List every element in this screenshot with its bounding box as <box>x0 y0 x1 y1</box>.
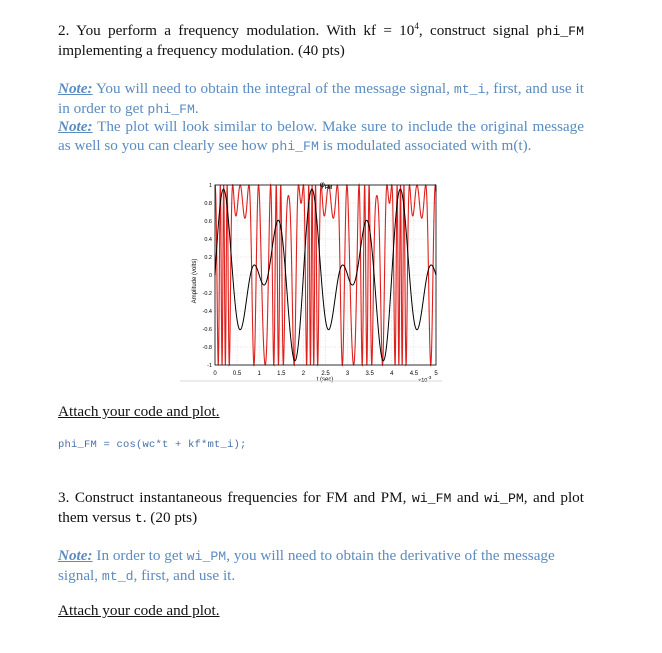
question-2-number: 2. <box>58 22 70 39</box>
attach-instruction-2: Attach your code and plot. <box>58 602 220 619</box>
x-tick-label: 1 <box>257 371 261 377</box>
x-tick-label: 0 <box>213 371 217 377</box>
y-tick-label: -0.6 <box>202 327 212 333</box>
x-tick-label: 3.5 <box>365 371 374 377</box>
x-tick-label: 5 <box>434 371 438 377</box>
note-2-text-a: The plot will look similar to below. Make sure to include the original message as well so you can clearly see how <box>58 118 584 154</box>
note-3-label: Note: <box>58 547 93 564</box>
x-tick-label: 4 <box>390 371 394 377</box>
note-2 <box>58 117 584 156</box>
question-3-text-d: . (20 pts) <box>142 509 198 526</box>
question-2 <box>58 21 584 60</box>
code-phi-fm: phi_FM <box>536 24 584 39</box>
code-wi-pm: wi_PM <box>186 549 227 564</box>
y-tick-label: 1 <box>208 183 212 189</box>
y-tick-label: 0.4 <box>204 237 212 243</box>
note-3-text-a: In order to get <box>96 547 187 564</box>
y-tick-label: -0.2 <box>202 291 212 297</box>
question-3 <box>58 488 584 528</box>
note-3 <box>58 546 584 586</box>
question-3-text-c: , and plot them versus <box>58 489 584 526</box>
y-tick-label: -1 <box>207 363 212 369</box>
x-tick-label: 1.5 <box>277 371 286 377</box>
y-axis-label: Amplitude (volts) <box>192 258 198 304</box>
x-axis-label: t (sec) <box>316 377 334 383</box>
note-2-text-b: is modulated associated with m(t). <box>318 137 532 154</box>
x-tick-label: 0.5 <box>232 371 242 377</box>
phi-fm-plot <box>180 176 442 386</box>
note-2-label: Note: <box>58 118 93 135</box>
x-axis-multiplier: $\times 10^{-3}$ <box>418 375 432 384</box>
question-2-text-c: implementing a frequency modulation. (40 pts) <box>58 42 345 59</box>
chart-title: $\varphi_{FM}$ <box>319 180 333 191</box>
code-t: t <box>134 511 143 526</box>
question-2-text-b: , construct signal <box>418 22 537 39</box>
x-tick-label: 2 <box>301 371 306 377</box>
note-1 <box>58 79 584 119</box>
question-3-number: 3. <box>58 489 70 506</box>
note-1-text-c: . <box>194 100 199 117</box>
question-2-text-a: You perform a frequency modulation. With kf = 10 <box>76 22 415 39</box>
note-1-text-a: You will need to obtain the integral of the message signal, <box>95 80 454 97</box>
y-tick-label: 0 <box>208 273 212 279</box>
question-3-text-b: and <box>451 489 485 506</box>
code-wi-pm: wi_PM <box>484 491 524 506</box>
kf-exponent: 4 <box>414 20 419 31</box>
x-tick-label: 2.5 <box>321 371 330 377</box>
y-tick-label: 0.2 <box>204 255 212 261</box>
x-tick-label: 3 <box>345 371 350 377</box>
code-phi-fm: phi_FM <box>147 102 195 117</box>
question-3-text-a: Construct instantaneous frequencies for FM and PM, <box>74 489 412 506</box>
y-tick-label: 0.8 <box>204 201 212 207</box>
code-phi-fm: phi_FM <box>271 139 319 154</box>
note-1-label: Note: <box>58 80 93 97</box>
note-3-text-b: , you will need to obtain the derivative of the message signal, <box>58 547 555 584</box>
y-tick-label: -0.4 <box>202 309 212 315</box>
code-mt-i: mt_i <box>453 82 486 97</box>
note-1-text-b: , first, and use it in order to get <box>58 80 584 117</box>
x-tick-label: 4.5 <box>409 371 419 377</box>
y-tick-label: 0.6 <box>204 219 212 225</box>
attach-instruction-1: Attach your code and plot. <box>58 403 220 420</box>
code-wi-fm: wi_FM <box>411 491 452 506</box>
code-snippet: phi_FM = cos(wc*t + kf*mt_i); <box>58 439 247 451</box>
y-tick-label: -0.8 <box>202 345 212 351</box>
note-3-text-c: , first, and use it. <box>133 567 236 584</box>
code-mt-d: mt_d <box>101 569 134 584</box>
